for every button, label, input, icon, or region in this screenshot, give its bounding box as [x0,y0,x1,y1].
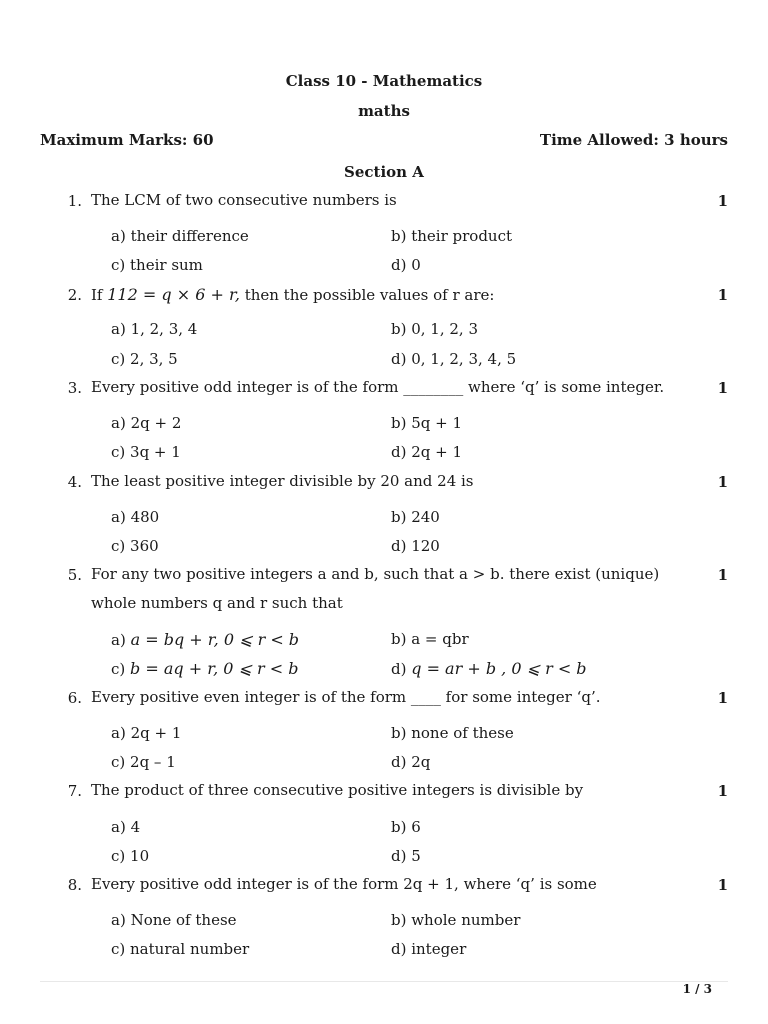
question-text: The product of three consecutive positive integers is divisible by [91,781,584,799]
math-expression: b = aq + r, 0 ⩽ r < b [130,659,299,678]
option-c: c) 2q – 1 [111,753,176,771]
question-number: 6. [67,689,82,707]
math-expression: 112 = q × 6 + r, [107,285,240,304]
option-d: d) 5 [391,847,421,865]
option-b: b) 0, 1, 2, 3 [391,320,479,338]
question-text [91,280,691,310]
option-a: a) 1, 2, 3, 4 [111,320,198,338]
option-c: c) 2, 3, 5 [111,350,178,368]
question-marks: 1 [717,286,728,304]
question-marks: 1 [717,566,728,584]
question-marks: 1 [717,689,728,707]
maximum-marks: Maximum Marks: 60 [40,131,214,149]
question-text: The LCM of two consecutive numbers is [91,191,397,209]
option-a: a) their difference [111,227,249,245]
option-a: a) None of these [111,911,237,929]
question-text: Every positive even integer is of the form ____ for some integer ‘q’. [91,688,601,706]
option-label: d) [391,660,412,678]
question-number: 8. [67,876,82,894]
option-b: b) none of these [391,724,514,742]
option-b: b) their product [391,227,513,245]
paper-title: Class 10 - Mathematics [285,72,483,90]
option-b: b) 6 [391,818,421,836]
question-text-prefix: If [91,286,108,304]
question-number: 7. [67,782,82,800]
math-expression: a = bq + r, 0 ⩽ r < b [130,630,300,649]
option-b: b) whole number [391,911,521,929]
question-text: For any two positive integers a and b, such that a > b. there exist (unique) whole numbers q and r such that [91,565,660,612]
option-a: a) 2q + 1 [111,724,182,742]
time-allowed: Time Allowed: 3 hours [539,131,728,149]
footer-divider [40,981,728,982]
question-number: 5. [67,566,82,584]
option-d [391,659,587,678]
section-heading: Section A [344,163,424,181]
option-a [111,630,299,649]
option-a: a) 480 [111,508,160,526]
option-b: b) a = qbr [391,630,469,648]
question-text-suffix: then the possible values of r are: [239,286,495,304]
question-marks: 1 [717,192,728,210]
option-d: d) 120 [391,537,440,555]
option-c: c) 360 [111,537,159,555]
option-d: d) integer [391,940,467,958]
option-b: b) 240 [391,508,440,526]
paper-subject: maths [358,102,410,120]
option-d: d) 2q + 1 [391,443,463,461]
question-number: 3. [67,379,82,397]
option-a: a) 2q + 2 [111,414,182,432]
option-d: d) 0 [391,256,421,274]
question-text: Every positive odd integer is of the form 2q + 1, where ‘q’ is some [91,875,597,893]
question-marks: 1 [717,473,728,491]
option-c: c) 10 [111,847,150,865]
question-number: 4. [67,473,82,491]
option-label: c) [111,660,131,678]
option-label: a) [111,631,131,649]
option-a: a) 4 [111,818,141,836]
question-text: The least positive integer divisible by 20 and 24 is [91,472,474,490]
question-number: 2. [67,286,82,304]
question-text: Every positive odd integer is of the form ________ where ‘q’ is some integer. [91,378,665,396]
option-b: b) 5q + 1 [391,414,463,432]
option-c: c) natural number [111,940,250,958]
option-c [111,659,299,678]
option-c: c) their sum [111,256,203,274]
option-d: d) 0, 1, 2, 3, 4, 5 [391,350,517,368]
option-c: c) 3q + 1 [111,443,181,461]
question-marks: 1 [717,876,728,894]
question-marks: 1 [717,379,728,397]
option-d: d) 2q [391,753,431,771]
math-expression: q = ar + b , 0 ⩽ r < b [411,659,587,678]
question-number: 1. [67,192,82,210]
page-number: 1 / 3 [682,982,712,996]
question-marks: 1 [717,782,728,800]
